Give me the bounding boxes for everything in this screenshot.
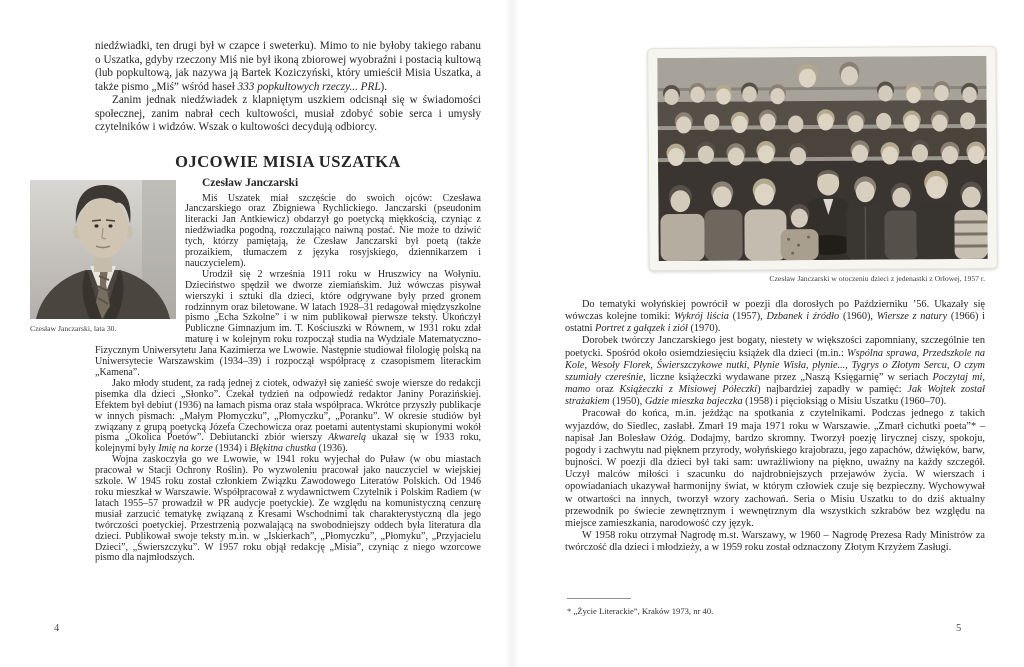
- paragraph: Jako młody student, za radą jednej z ciotek, odważył się zanieść swoje wiersze do redakcji pisemka dla dzieci „Słonko”. Czekał tydzień na odpowiedź redaktor Janiny Porazińskiej. Efektem był debiut (1936) na łamach pisma oraz stała współpraca. Wkrótce przyszły publikacje w innych pismach: „Małym Płomyczku”, „Płomyczku”, „Poranku”. W okresie studiów był związany z grupą poetycką Józefa Czechowicza oraz poetami autentystami skupionymi wokół pisma „Okolica Poetów”. Debiutancki zbiór wierszy Akwarelą ukazał się w 1933 roku, kolejnymi były Imię na korze (1934) i Błękitna chustka (1936).: [95, 377, 481, 455]
- page-number-right: 5: [956, 623, 962, 634]
- page-number-left: 4: [54, 623, 60, 634]
- section-subheading: Czesław Janczarski: [202, 176, 299, 189]
- chapter-heading: OJCOWIE MISIA USZATKA: [175, 151, 401, 171]
- group-photo: [647, 46, 998, 271]
- paragraph: Miś Uszatek miał szczęście do swoich ojców: Czesława Janczarskiego oraz Zbigniewa Rychlickiego. Janczarski (pseudonim literacki Jan Antkiewicz) obdarzył go poetycką miękkością, czyniąc z niedźwiadka pogodną, rozczulająco naiwną postać. Nie może to dziwić tych, którzy pamiętają, że Czesław Janczarski był poetą (także prozaikiem, tłumaczem z języka rosyjskiego, dziennikarzem i nauczycielem).: [185, 192, 481, 269]
- paragraph: Wojna zaskoczyła go we Lwowie, w 1941 roku wyjechał do Puław (w obu miastach pracował w Stacji Ochrony Roślin). Po wyzwoleniu pracował jako nauczyciel w wiejskiej szkole. W 1945 roku został członkiem Związku Zawodowego Literatów Polskich. Od 1946 roku mieszkał w Warszawie. Współpracował z wydawnictwem Czytelnik i Polskim Radiem (w latach 1955–57 prowadził w PR audycje poetyckie). Ze względu na komunistyczną cenzurę musiał zarzucić tematykę związaną z Kresami Wschodnimi tak charakterystyczną dla jego twórczości poetyckiej. Przestrzenią pozwalającą na swobodniejszy oddech była literatura dla dzieci. Publikował swoje teksty m.in. w „Iskierkach”, „Płomyczku”, „Płomyku”, „Przyjacielu Dzieci”, „Świerszczyku”. W 1957 roku objął redakcję „Misia”, czyniąc z niego wzorcowe pismo dla najmłodszych.: [95, 454, 481, 564]
- paragraph: Urodził się 2 września 1911 roku w Hruszwicy na Wołyniu. Dzieciństwo spędził we dworze ziemiańskim. Już wówczas pisywał wierszyki i sztuki dla dzieci, które odgrywane były przed gronem rodzinnym oraz biletowane. W latach 1928–31 redagował międzyszkolne pismo „Echa Szkolne” i w nim publikował pierwsze teksty. Ukończył Publiczne Gimnazjum im. T. Kościuszki w Równem, w 1931 roku zdał maturę i w kolejnym roku rozpoczął studia na Wydziale Matematyczno-Fizycznym Uniwersytetu Jana Kazimierza we Lwowie. Następnie studiował filologię polską na Uniwersytecie Warszawskim (1934–39) i rozpoczął współpracę z czasopismem literackim „Kamena”.: [95, 268, 481, 378]
- portrait-photo-image: [30, 180, 176, 319]
- footnote-rule: [567, 598, 631, 599]
- paragraph: W 1958 roku otrzymał Nagrodę m.st. Warszawy, w 1960 – Nagrodę Prezesa Rady Ministrów za twórczość dla dzieci i młodzieży, a w 1959 roku został odznaczony Złotym Krzyżem Zasługi.: [565, 529, 985, 554]
- paragraph: Dorobek twórczy Janczarskiego jest bogaty, niestety w większości zapomniany, szczególnie ten poetycki. Spośród około osiemdziesięciu książek dla dzieci (m.in.: Wspólna sprawa, Przedszkole na Kole, Wesoły Florek, Świerszczykowe nutki, Płynie Wisła, płynie..., Tygrys o Złotym Sercu, O czym szumiały czereśnie, liczne książeczki wydawane przez „Naszą Księgarnię” w seriach Poczytaj mi, mamo oraz Książeczki z Misiowej Półeczki) najbardziej zapadły w pamięć: Jak Wojtek został strażakiem (1950), Gdzie mieszka bajeczka (1958) i pięcioksiąg o Misiu Uszatku (1960–70).: [565, 335, 985, 408]
- page-gutter: [505, 0, 519, 667]
- portrait-photo: [30, 180, 176, 333]
- left-text-column: [30, 40, 481, 564]
- right-text-column: [565, 299, 985, 554]
- footnote: * „Życie Literackie”, Kraków 1973, nr 40.: [567, 606, 714, 616]
- paragraph: Pracował do końca, m.in. jeżdżąc na spotkania z czytelnikami. Podczas jednego z takich wyjazdów, do Siedlec, zasłabł. Zmarł 19 maja 1971 roku w Warszawie. „Zmarł cichutki poeta”* – napisał Jan Bolesław Ożóg. Dodajmy, bardzo skromny. Tworzył poezję lirycznej ciszy, spokoju, pogody i zachwytu nad pięknem przyrody, wołyńskiego krajobrazu, jego zapachów, dźwięków, barw, bujności. W poezji dla dzieci był taki sam: uwrażliwiony na piękno, uważny na każdy szczegół. Uczył malców miłości i szacunku do najdrobniejszych przejawów życia. W wierszach i opowiadaniach ukazywał harmonijny świat, w którym człowiek czuje się bezpieczny. Wychowywał w otwartości na innych, tworzył wzory zachowań. Seria o Misiu Uszatku to do dziś aktualny przewodnik po świecie zewnętrznym i wewnętrznym dla wszystkich szkrabów bez względu na miejsce zamieszkania, narodowość czy język.: [565, 408, 985, 529]
- portrait-photo-caption: Czesław Janczarski, lata 30.: [30, 323, 117, 333]
- paragraph: Do tematyki wołyńskiej powrócił w poezji dla dorosłych po Październiku ’56. Ukazały się wówczas kolejne tomiki: Wykrój liścia (1957), Dzbanek i źródło (1960), Wiersze z natury (1966) i ostatni Portret z gałązek i ziół (1970).: [565, 299, 985, 335]
- group-photo-image: [657, 56, 987, 261]
- group-photo-caption: Czesław Janczarski w otoczeniu dzieci z jedenastki z Orłowej, 1957 r.: [769, 274, 985, 283]
- paragraph: Zanim jednak niedźwiadek z klapniętym uszkiem odcisnął się w świadomości społecznej, zanim nabrał cech kultowości, musiał zdobyć sobie serca i umysły czytelników i widzów. Wszak o kultowości decydują odbiorcy.: [95, 94, 481, 133]
- paragraph: niedźwiadki, ten drugi był w czapce i sweterku). Mimo to nie byłoby takiego rabanu o Uszatka, gdyby rzeczony Miś nie był ikoną zbiorowej wyobraźni i postacią kultową (lub popkultową, jak nazywa ją Bartek Koziczyński, który umieścił Misia Uszatka, a także pismo „Miś” wśród haseł 333 popkultowych rzeczy... PRL).: [95, 40, 481, 93]
